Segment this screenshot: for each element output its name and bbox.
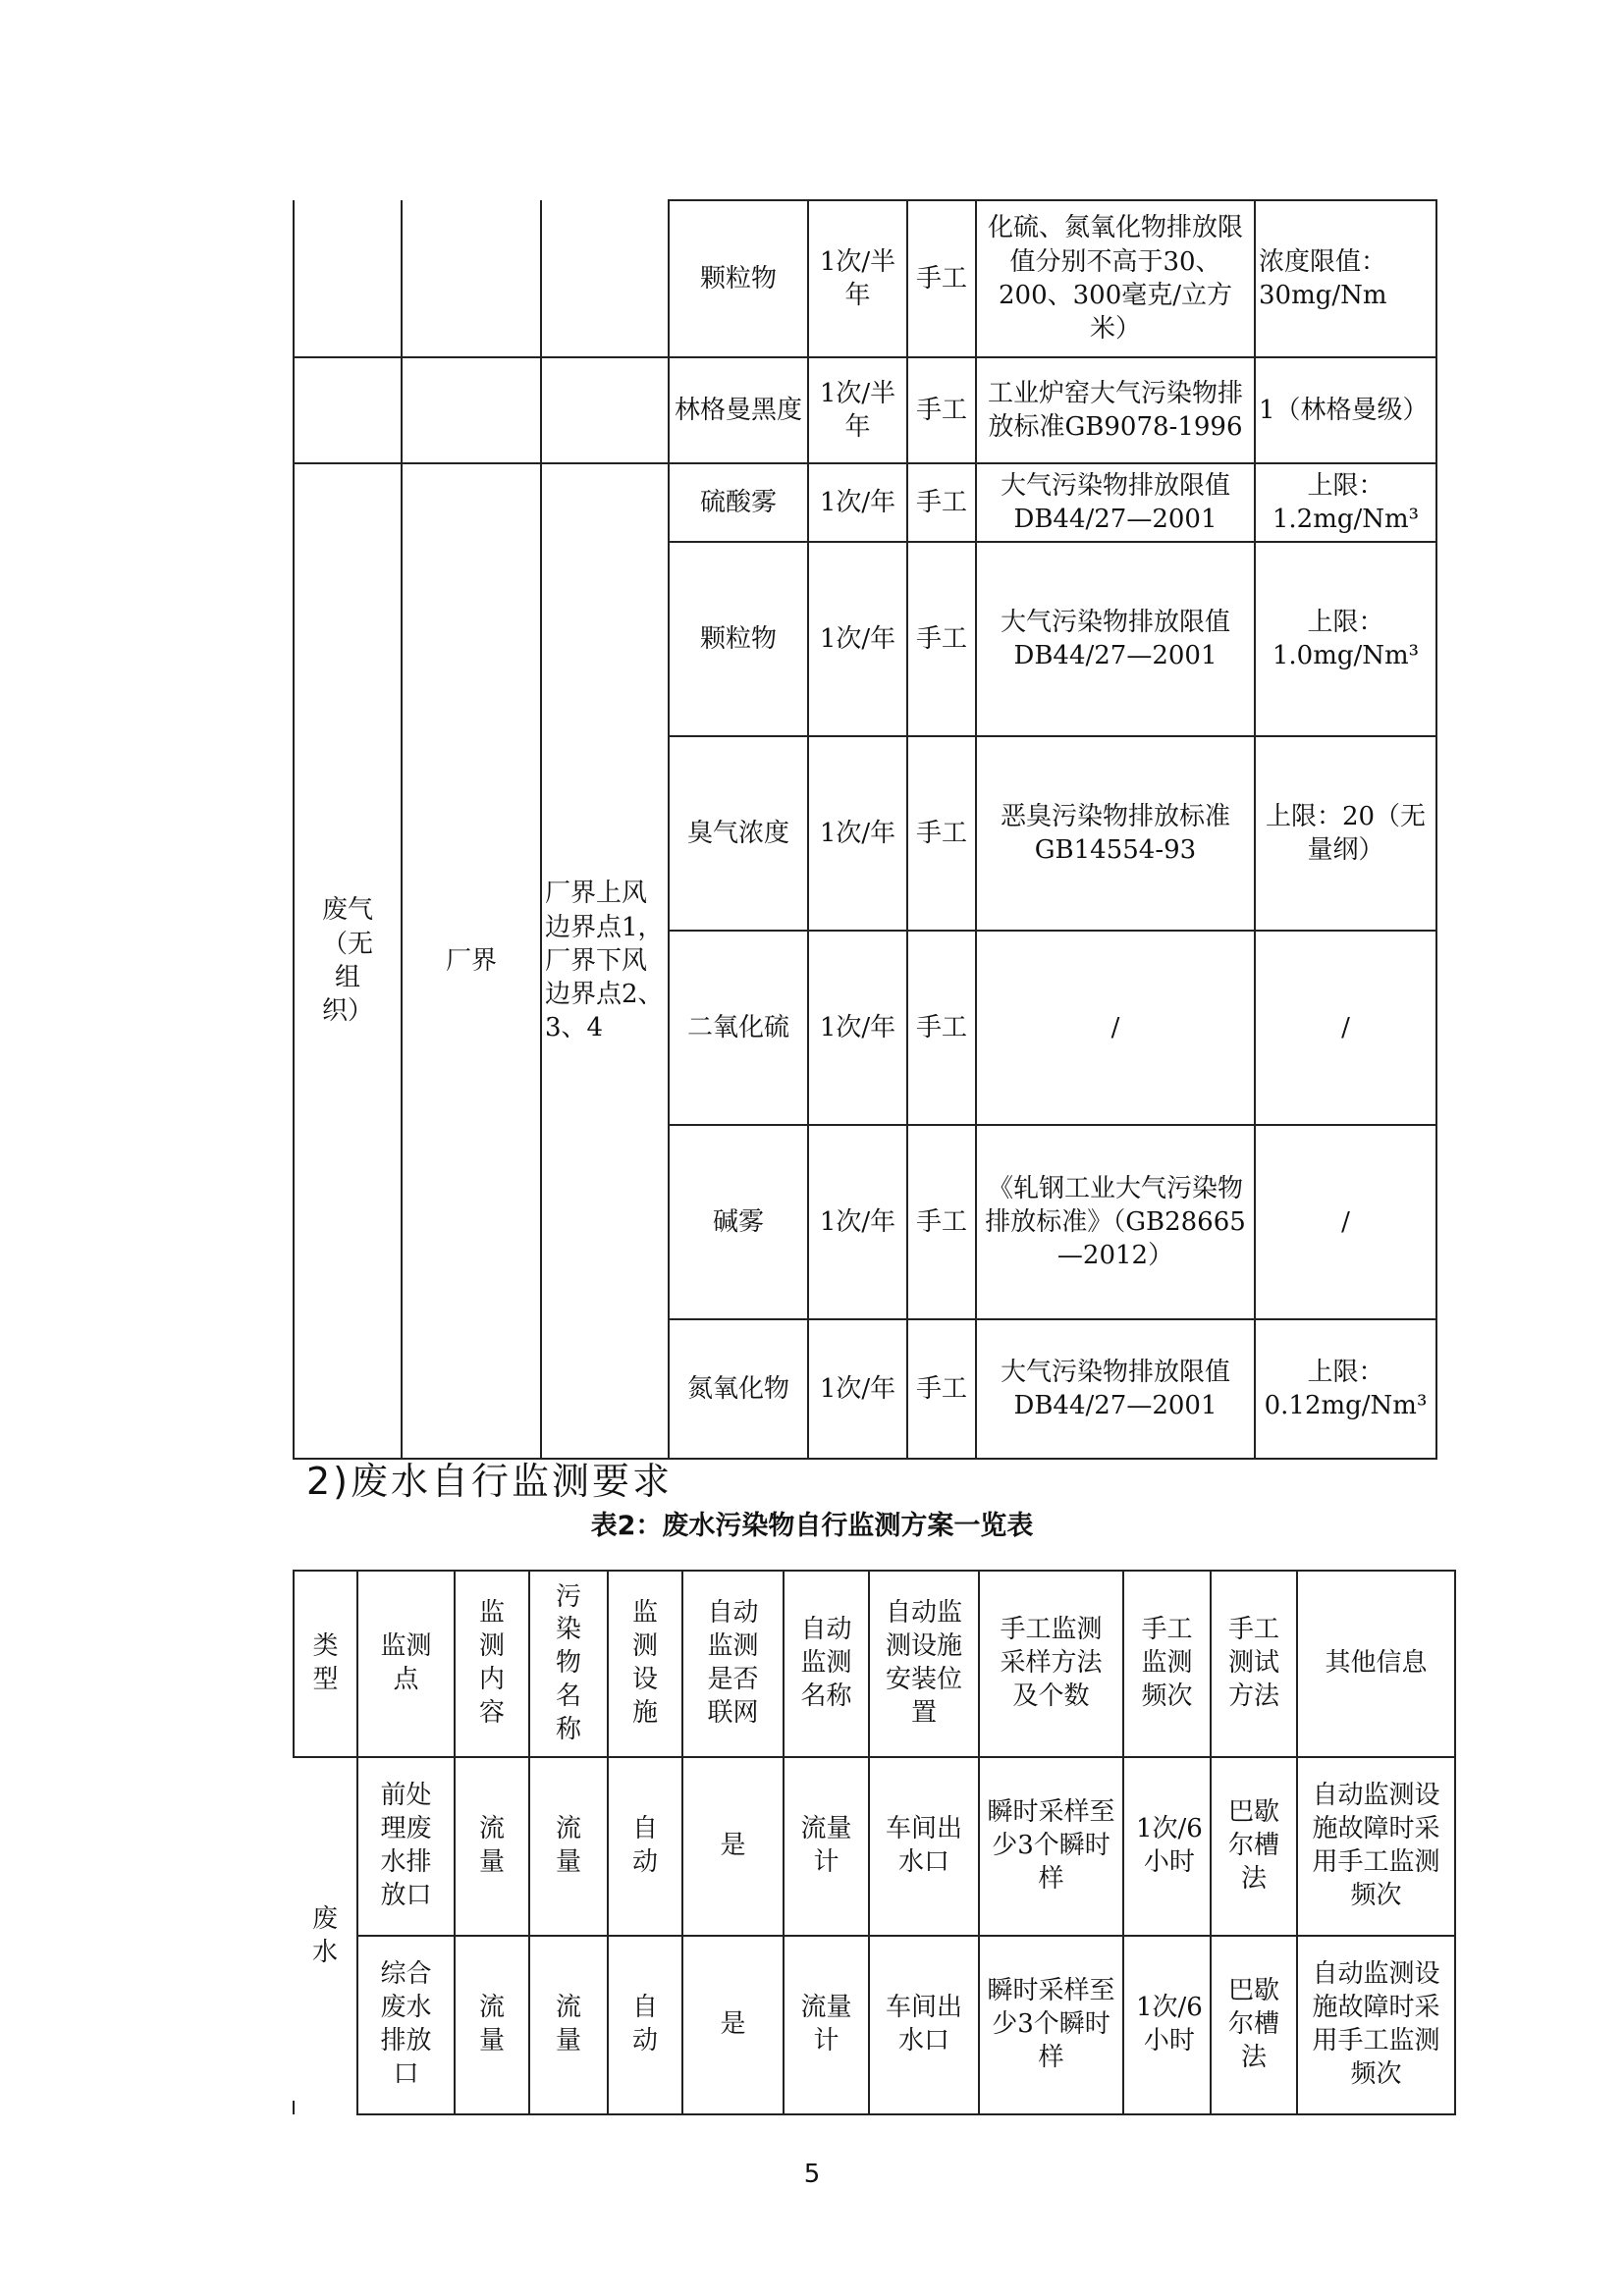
site-cell: 厂界 xyxy=(402,463,541,1459)
header-position: 自动监测设施安装位置 xyxy=(869,1571,979,1757)
test-method-cell: 巴歇尔槽法 xyxy=(1211,1936,1297,2114)
frequency-cell: 1次/年 xyxy=(808,736,907,931)
content-cell: 流量 xyxy=(455,1936,529,2114)
auto-name-cell: 流量计 xyxy=(784,1936,869,2114)
header-point: 监测点 xyxy=(357,1571,455,1757)
pollutant-cell: 二氧化硫 xyxy=(669,931,808,1125)
pollutant-cell: 流量 xyxy=(529,1936,608,2114)
header-sampling: 手工监测采样方法及个数 xyxy=(979,1571,1123,1757)
table-row xyxy=(294,463,1436,542)
auto-name-cell: 流量计 xyxy=(784,1757,869,1936)
test-method-cell: 巴歇尔槽法 xyxy=(1211,1757,1297,1936)
limit-cell: 1（林格曼级） xyxy=(1255,357,1436,463)
pollutant-cell: 氮氧化物 xyxy=(669,1319,808,1459)
limit-cell: 上限：1.2mg/Nm³ xyxy=(1255,463,1436,542)
limit-cell: / xyxy=(1255,931,1436,1125)
table-row xyxy=(294,357,1436,463)
type-cell xyxy=(294,200,402,357)
method-cell: 手工 xyxy=(907,931,976,1125)
pollutant-cell: 硫酸雾 xyxy=(669,463,808,542)
type-cell xyxy=(294,463,402,1459)
limit-cell: 浓度限值：30mg/Nm xyxy=(1255,200,1436,357)
header-networked: 自动监测是否联网 xyxy=(682,1571,784,1757)
wastewater-monitoring-table xyxy=(293,1570,1456,2115)
table-header-row xyxy=(294,1571,1455,1757)
standard-cell: 大气污染物排放限值DB44/27—2001 xyxy=(976,463,1255,542)
content-cell: 流量 xyxy=(455,1757,529,1936)
method-cell: 手工 xyxy=(907,1319,976,1459)
header-test-method: 手工测试方法 xyxy=(1211,1571,1297,1757)
other-cell: 自动监测设施故障时采用手工监测频次 xyxy=(1297,1936,1455,2114)
type-cell: 废水 xyxy=(294,1757,357,2114)
table-row xyxy=(294,1757,1455,1936)
freq-cell: 1次/6小时 xyxy=(1123,1757,1211,1936)
networked-cell: 是 xyxy=(682,1757,784,1936)
frequency-cell: 1次/年 xyxy=(808,542,907,736)
header-freq: 手工监测频次 xyxy=(1123,1571,1211,1757)
method-cell: 手工 xyxy=(907,542,976,736)
limit-cell: 上限：0.12mg/Nm³ xyxy=(1255,1319,1436,1459)
limit-cell: 上限：20（无量纲） xyxy=(1255,736,1436,931)
standard-cell: 工业炉窑大气污染物排放标准GB9078-1996 xyxy=(976,357,1255,463)
frequency-cell: 1次/年 xyxy=(808,463,907,542)
method-cell: 手工 xyxy=(907,463,976,542)
frequency-cell: 1次/半年 xyxy=(808,200,907,357)
table-edge-rule xyxy=(293,2101,295,2114)
frequency-cell: 1次/年 xyxy=(808,931,907,1125)
position-cell: 车间出水口 xyxy=(869,1936,979,2114)
facility-cell: 自动 xyxy=(608,1757,682,1936)
site-cell xyxy=(402,357,541,463)
standard-cell: 大气污染物排放限值DB44/27—2001 xyxy=(976,542,1255,736)
points-cell xyxy=(541,200,669,357)
pollutant-cell: 碱雾 xyxy=(669,1125,808,1319)
page-number: 5 xyxy=(803,2160,821,2189)
networked-cell: 是 xyxy=(682,1936,784,2114)
method-cell: 手工 xyxy=(907,200,976,357)
point-cell: 前处理废水排放口 xyxy=(357,1757,455,1936)
limit-cell: 上限：1.0mg/Nm³ xyxy=(1255,542,1436,736)
site-cell xyxy=(402,200,541,357)
point-cell: 综合废水排放口 xyxy=(357,1936,455,2114)
header-other: 其他信息 xyxy=(1297,1571,1455,1757)
points-cell: 厂界上风边界点1，厂界下风边界点2、3、4 xyxy=(541,463,669,1459)
frequency-cell: 1次/半年 xyxy=(808,357,907,463)
standard-cell: 《轧钢工业大气污染物排放标准》（GB28665—2012） xyxy=(976,1125,1255,1319)
pollutant-cell: 流量 xyxy=(529,1757,608,1936)
standard-cell: 大气污染物排放限值DB44/27—2001 xyxy=(976,1319,1255,1459)
section-heading: 2)废水自行监测要求 xyxy=(306,1460,674,1503)
type-cell xyxy=(294,357,402,463)
header-pollutant: 污染物名称 xyxy=(529,1571,608,1757)
table-row xyxy=(294,200,1436,357)
standard-cell: 化硫、氮氧化物排放限值分别不高于30、200、300毫克/立方米） xyxy=(976,200,1255,357)
pollutant-cell: 颗粒物 xyxy=(669,542,808,736)
header-content: 监测内容 xyxy=(455,1571,529,1757)
method-cell: 手工 xyxy=(907,357,976,463)
standard-cell: / xyxy=(976,931,1255,1125)
table-row xyxy=(294,1936,1455,2114)
points-cell xyxy=(541,357,669,463)
frequency-cell: 1次/年 xyxy=(808,1319,907,1459)
limit-cell: / xyxy=(1255,1125,1436,1319)
header-facility: 监测设施 xyxy=(608,1571,682,1757)
facility-cell: 自动 xyxy=(608,1936,682,2114)
sampling-cell: 瞬时采样至少3个瞬时样 xyxy=(979,1757,1123,1936)
frequency-cell: 1次/年 xyxy=(808,1125,907,1319)
type-label: 废气（无组织） xyxy=(321,895,373,1027)
header-type: 类型 xyxy=(294,1571,357,1757)
table-caption: 表2：废水污染物自行监测方案一览表 xyxy=(590,1511,1034,1541)
freq-cell: 1次/6小时 xyxy=(1123,1936,1211,2114)
pollutant-cell: 颗粒物 xyxy=(669,200,808,357)
pollutant-cell: 林格曼黑度 xyxy=(669,357,808,463)
position-cell: 车间出水口 xyxy=(869,1757,979,1936)
pollutant-cell: 臭气浓度 xyxy=(669,736,808,931)
header-auto-name: 自动监测名称 xyxy=(784,1571,869,1757)
other-cell: 自动监测设施故障时采用手工监测频次 xyxy=(1297,1757,1455,1936)
sampling-cell: 瞬时采样至少3个瞬时样 xyxy=(979,1936,1123,2114)
standard-cell: 恶臭污染物排放标准GB14554-93 xyxy=(976,736,1255,931)
exhaust-gas-monitoring-table xyxy=(293,199,1437,1460)
method-cell: 手工 xyxy=(907,1125,976,1319)
method-cell: 手工 xyxy=(907,736,976,931)
